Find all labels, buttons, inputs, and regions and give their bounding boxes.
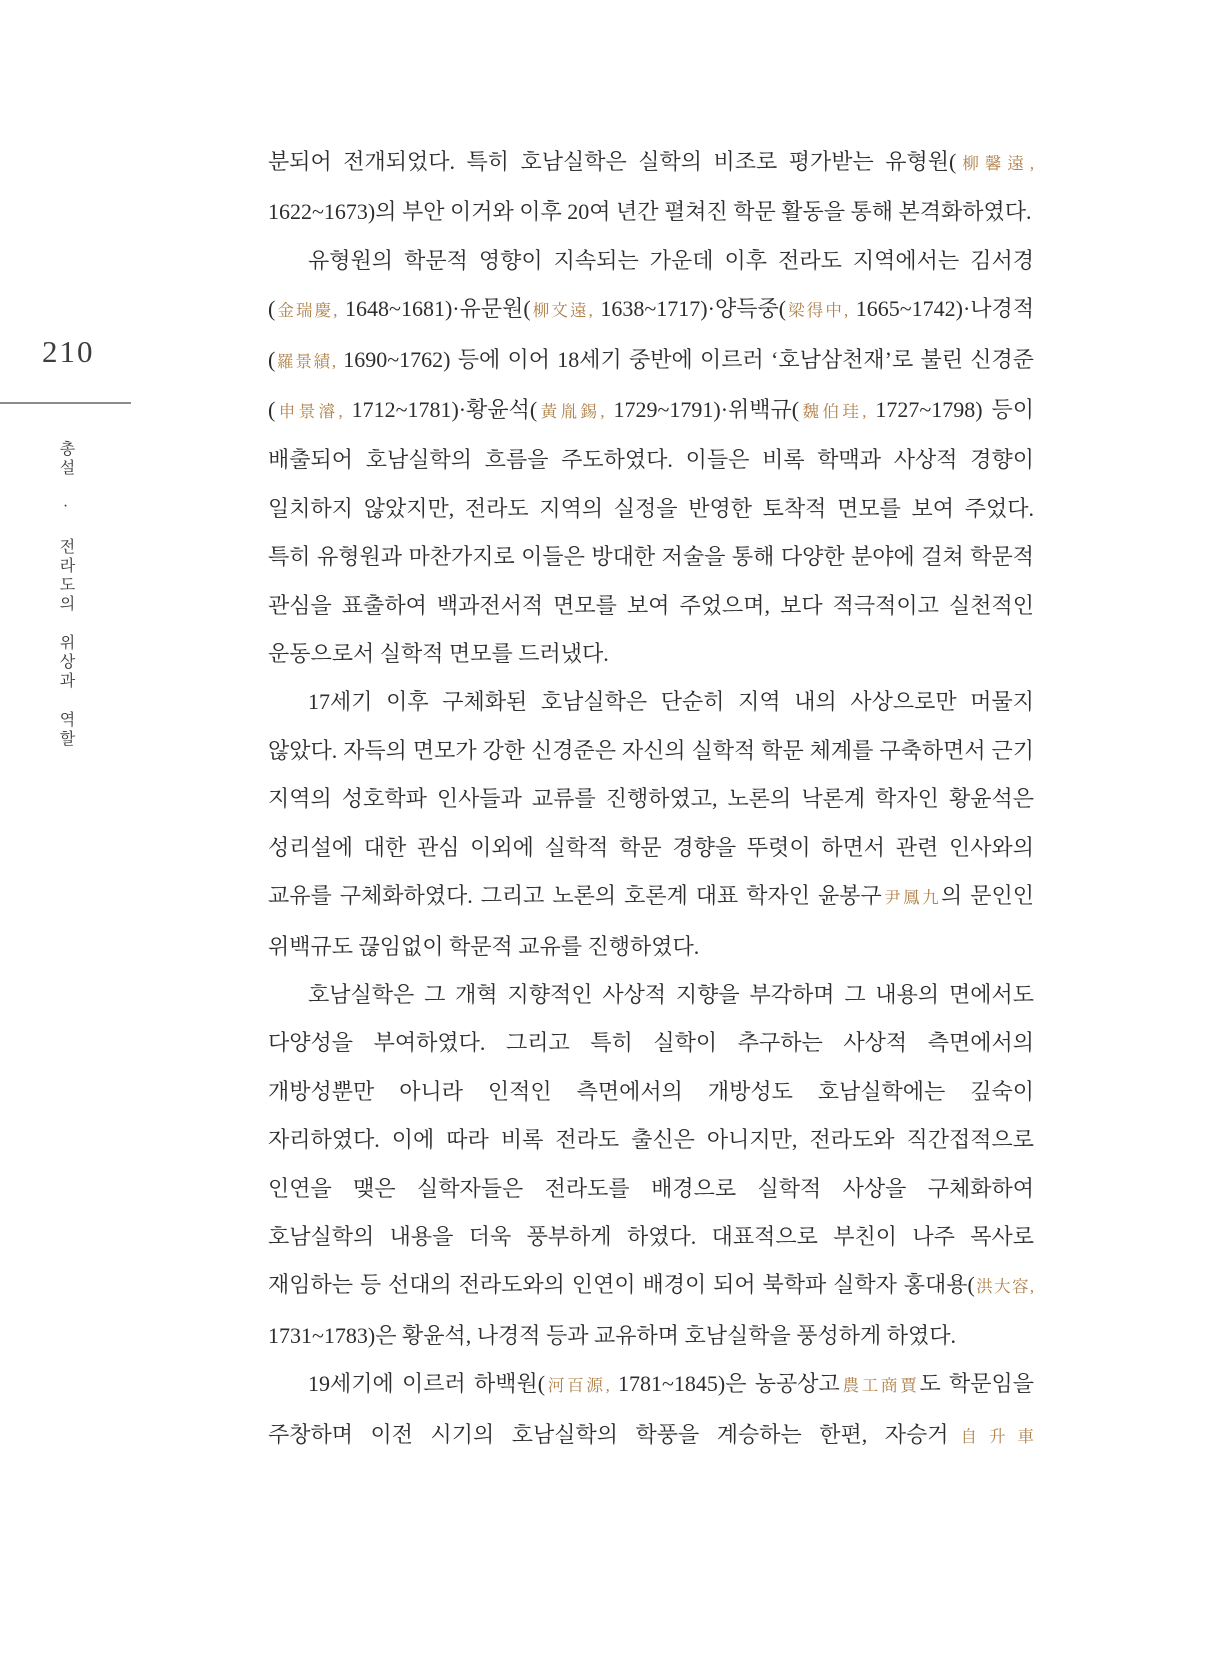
hanja-gloss: 申景濬,: [275, 402, 343, 422]
hanja-gloss: 河百源,: [545, 1376, 610, 1396]
hanja-gloss: 魏伯珪,: [799, 402, 867, 422]
text-run: 1781~1845)은 농공상고: [609, 1371, 840, 1397]
hanja-gloss: 黃胤錫,: [537, 402, 605, 422]
body-text-block: [268, 138, 1034, 1461]
text-run: 1622~1673)의 부안 이거와 이후 20여 년간 펼쳐진 학문 활동을 통해 본격화하였다.: [268, 199, 1032, 225]
hanja-gloss: 自升車: [948, 1426, 1034, 1446]
paragraph: [268, 1360, 1034, 1461]
text-run: 1690~1762) 등에 이어 18세기 중반에 이르러 ‘호남삼천재’로 불린 신경준(: [268, 346, 1035, 423]
text-run: 1729~1791)·위백규(: [604, 397, 800, 423]
text-run: 1638~1717)·양득중(: [592, 296, 787, 322]
hanja-gloss: 梁得中,: [786, 301, 849, 321]
hanja-gloss: 尹鳳九: [881, 888, 942, 908]
paragraph: [268, 971, 1034, 1360]
hanja-gloss: 柳文遠,: [530, 301, 593, 321]
hanja-gloss: 金瑞慶,: [275, 301, 338, 321]
text-run: 1727~1798) 등이 배출되어 호남실학의 흐름을 주도하였다. 이들은 비록 학맥과 사상적 경향이 일치하지 않았지만, 전라도 지역의 실정을 반영한 토착적 면모를 보여 주었다. 특히 유형원과 마찬가지로 이들은 방대한 저술을 통해 다양한 분야에 걸쳐 학문적 관심을 표출하여 백과전서적 면모를 보여 주었으며, 보다 적극적이고 실천적인 운동으로서 실학적 면모를 드러냈다.: [268, 397, 1035, 667]
text-run: 1648~1681)·유문원(: [337, 296, 531, 322]
text-run: 도 학문임을 주창하며 이전 시기의 호남실학의 학풍을 계승하는 한편, 자승거: [268, 1371, 1034, 1447]
hanja-gloss: 農工商賈: [839, 1376, 920, 1396]
hanja-gloss: 洪大容,: [974, 1277, 1035, 1297]
paragraph: [268, 678, 1034, 970]
text-run: 의 문인인 위백규도 끊임없이 학문적 교유를 진행하였다.: [268, 883, 1034, 959]
hanja-gloss: 柳馨遠,: [956, 154, 1034, 173]
paragraph: [268, 237, 1034, 679]
paragraph: [268, 138, 1034, 237]
text-run: 17세기 이후 구체화된 호남실학은 단순히 지역 내의 사상으로만 머물지 않았다. 자득의 면모가 강한 신경준은 자신의 실학적 학문 체계를 구축하면서 근기 지역의 성호학파 인사들과 교류를 진행하였고, 노론의 낙론계 학자인 황윤석은 성리설에 대한 관심 이외에 실학적 학문 경향을 뚜렷이 하면서 관련 인사와의 교유를 구체화하였다. 그리고 노론의 호론계 대표 학자인 윤봉구: [268, 689, 1034, 909]
text-run: 유형원의 학문적 영향이 지속되는 가운데 이후 전라도 지역에서는 김서경(: [268, 247, 1034, 322]
hanja-gloss: 羅景績,: [275, 351, 336, 371]
text-run: 1712~1781)·황윤석(: [342, 397, 538, 423]
text-run: 호남실학은 그 개혁 지향적인 사상적 지향을 부각하며 그 내용의 면에서도 다양성을 부여하였다. 그리고 특히 실학이 추구하는 사상적 측면에서의 개방성뿐만 아니라 인적인 측면에서의 개방성도 호남실학에는 깊숙이 자리하였다. 이에 따라 비록 전라도 출신은 아니지만, 전라도와 직간접적으로 인연을 맺은 실학자들은 전라도를 배경으로 실학적 사상을 구체화하여 호남실학의 내용을 더욱 풍부하게 하였다. 대표적으로 부친이 나주 목사로 재임하는 등 선대의 전라도와의 인연이 배경이 되어 북학파 실학자 홍대용(: [268, 981, 1034, 1298]
text-run: 1731~1783)은 황윤석, 나경적 등과 교유하며 호남실학을 풍성하게 하였다.: [268, 1322, 957, 1348]
text-run: 1665~1742)·나경적(: [268, 296, 1035, 372]
text-run: 19세기에 이르러 하백원(: [308, 1371, 546, 1397]
chapter-caption-vertical: 총설 · 전라도의 위상과 역할: [57, 440, 74, 749]
margin-divider-rule: [0, 402, 131, 404]
text-run: 분되어 전개되었다. 특히 호남실학은 실학의 비조로 평가받는 유형원(: [268, 149, 957, 174]
page-number: 210: [42, 334, 95, 369]
